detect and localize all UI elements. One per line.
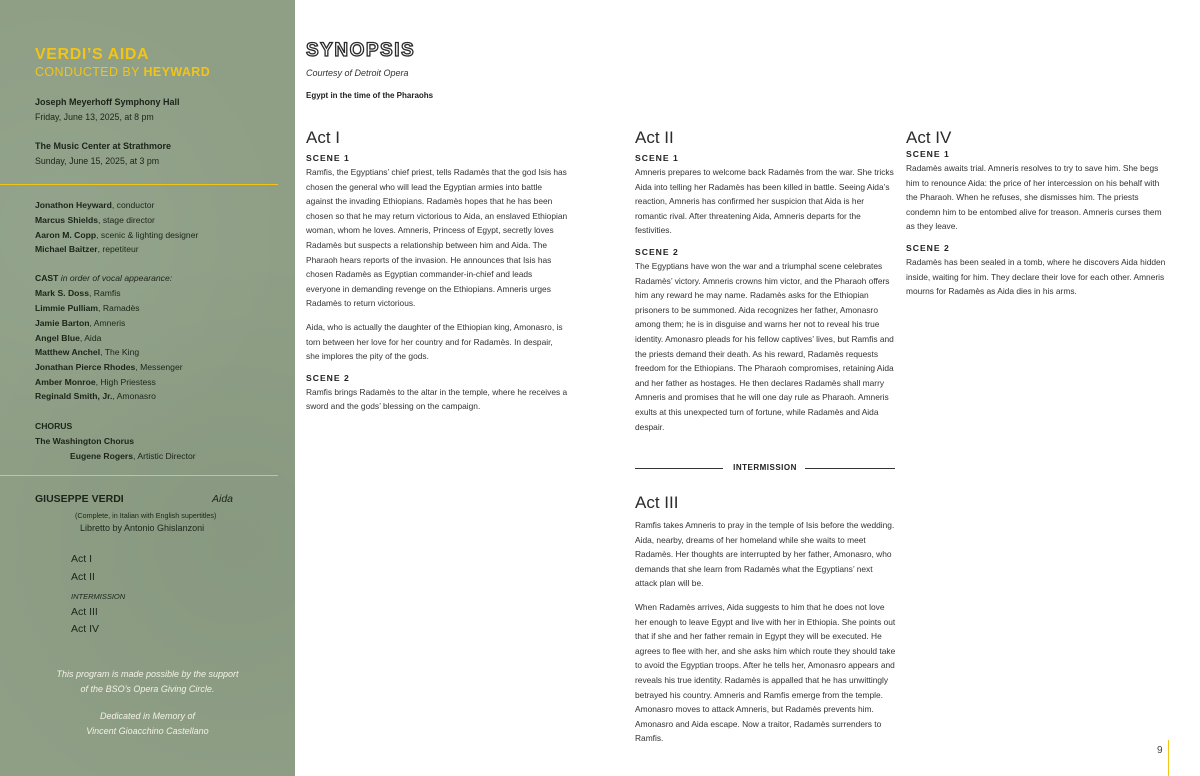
support-note (0, 667, 295, 697)
libretto-credit: Libretto by Antonio Ghislanzoni (80, 523, 205, 533)
synopsis-paragraph: Aida, who is actually the daughter of the Ethiopian king, Amonasro, is torn between her love for her country and for Radamès. In despair, she implores the pity of the gods. (306, 321, 563, 362)
production-subtitle (35, 65, 210, 79)
synopsis-paragraph: Ramfis, the Egyptians’ chief priest, tells Radamès that the god Isis has chosen the general who will lead the Egyptian armies into battle against the invading Ethiopians. Radamès hopes that he has been chosen so that he may return victorious to Aida, an enslaved Ethiopian woman, whom he loves. Amneris, Princess of Egypt, secretly loves Radamès but suspects a relationship between him and Aida. The Pharaoh hears reports of the invasion. He announces that Isis has chosen Radamès as Egyptian commander-in-chief and leads everyone in demanding revenge on the Ethiopians. Amneris urges Radamès to return victorious. (306, 167, 568, 309)
cast-row: Mark S. Doss, Ramfis (35, 288, 121, 298)
program-sidebar (0, 0, 295, 776)
credit-row: Jonathon Heyward, conductor (35, 200, 155, 210)
chorus-director-name: Eugene Rogers (70, 451, 134, 461)
scene-heading: SCENE 1 (635, 153, 679, 163)
cast-role: Ramfis (93, 288, 121, 298)
scene-heading: SCENE 2 (906, 242, 950, 253)
cast-name: Matthew Anchel (35, 347, 101, 357)
acts-list-item: Act I (71, 553, 93, 565)
synopsis-paragraph: Ramfis brings Radamès to the altar in the temple, where he receives a sword and the gods’ blessing on the campaign. (306, 386, 568, 412)
credit-name: Jonathon Heyward (35, 200, 112, 210)
credit-role: scenic & lighting designer (100, 230, 199, 240)
scene-heading: SCENE 1 (306, 153, 350, 163)
cast-role: Amneris (93, 318, 126, 328)
divider (0, 184, 278, 185)
scene-heading: SCENE 2 (635, 246, 679, 257)
cast-role: Aida (84, 333, 102, 343)
cast-role: Messenger (140, 362, 183, 372)
synopsis-paragraph: Radamès has been sealed in a tomb, where he discovers Aida hidden inside, waiting for him. They declare their love for each other. Amneris mourns for Radamès as Aida dies in his arms. (906, 256, 1166, 297)
work-title: Aida (212, 493, 234, 505)
date-1: Friday, June 13, 2025, at 8 pm (35, 112, 154, 122)
date-2: Sunday, June 15, 2025, at 3 pm (35, 156, 160, 166)
cast-role: High Priestess (100, 377, 156, 387)
cast-name: Amber Monroe (35, 377, 96, 387)
credit-role: stage director (102, 215, 155, 225)
chorus-name: The Washington Chorus (35, 436, 134, 446)
acts-list-intermission: INTERMISSION (71, 592, 126, 601)
act-heading: Act IV (906, 128, 952, 147)
synopsis-paragraph: The Egyptians have won the war and a triumphal scene celebrates Radamès’ victory. Amneris crowns him victor, and the Pharaoh offers him any reward he may name. Radamès asks for the Ethiopian prisoners to be summoned. Aida recognizes her father, Amonasro among them; he is in disguise and warns her not to reveal his true identity. Amonasro pleads for his fellow captives’ lives, but Ramfis and the priests demand their death. As his reward, Radamès requests freedom for the Ethiopians. The Pharaoh compromises, retaining Aida and her father as hostages. He then declares Radamès shall marry Amneris and promises that he will one day rule as Pharaoh. Amneris exults at this unexpected turn of fortune, while Radamès and Aida despair. (635, 260, 894, 432)
credit-name: Marcus Shields (35, 215, 99, 225)
cast-row: Limmie Pulliam, Ramadès (35, 303, 140, 313)
subtitle-prefix: CONDUCTED BY (35, 65, 140, 79)
cast-role: The King (104, 347, 140, 357)
cast-row: Angel Blue, Aida (35, 333, 102, 343)
cast-row: Amber Monroe, High Priestess (35, 377, 156, 387)
credit-role: repetiteur (102, 244, 139, 254)
intermission-divider (635, 463, 895, 475)
scene-heading: SCENE 1 (906, 149, 950, 159)
dedication (0, 709, 295, 739)
acts-list-item: Act III (71, 605, 98, 618)
cast-name: Angel Blue (35, 333, 80, 343)
chorus-director-role: Artistic Director (137, 451, 196, 461)
credit-role: conductor (116, 200, 155, 210)
act-4-column (906, 128, 1168, 308)
cast-role: Ramadès (102, 303, 140, 313)
synopsis-paragraph: When Radamès arrives, Aida suggests to him that he does not love her enough to leave Egypt and live with her in Ethiopia. She points out that if she and her father remain in Egypt they will be executed. He agrees to flee with her, and she asks him which route they should take to avoid the Egyptian troops. After he tells her, Amonasro appears and reveals his true identity. Radamès is appalled that he has unwittingly betrayed his country. Amneris and Ramfis emerge from the temple. Amonasro moves to attack Amneris, but Radamès prevents him. Amonasro and Aida escape. Now a traitor, Radamès surrenders to Ramfis. (635, 601, 896, 744)
support-line: of the BSO’s Opera Giving Circle. (80, 684, 215, 694)
act-2-column (635, 128, 897, 443)
page-edge-mark (1168, 740, 1169, 776)
synopsis-title: SYNOPSIS (306, 40, 416, 61)
cast-row: Matthew Anchel, The King (35, 347, 140, 357)
dedication-line: Vincent Gioacchino Castellano (86, 726, 209, 736)
venue-1: Joseph Meyerhoff Symphony Hall (35, 97, 180, 107)
chorus-heading (35, 421, 72, 431)
cast-name: Jonathan Pierce Rhodes (35, 362, 136, 372)
courtesy-line: Courtesy of Detroit Opera (306, 68, 409, 78)
acts-list (71, 553, 125, 641)
cast-name: Mark S. Doss (35, 288, 89, 298)
chorus-director-row: Eugene Rogers, Artistic Director (70, 451, 196, 461)
cast-name: Jamie Barton (35, 318, 90, 328)
act-heading: Act I (306, 128, 341, 147)
intermission-label: INTERMISSION (733, 463, 797, 472)
work-note: (Complete, in Italian with English supertitles) (75, 511, 217, 520)
cast-name: Limmie Pulliam (35, 303, 99, 313)
credit-row: Aaron M. Copp, scenic & lighting designer (35, 230, 199, 240)
chorus-label: CHORUS (35, 421, 73, 431)
synopsis-paragraph: Ramfis takes Amneris to pray in the temple of Isis before the wedding. Aida, nearby, dreams of her homeland while she waits to meet Radamès. Her thoughts are interrupted by her father, Amonasro, who demands that she learn from Radamès what the Egyptians’ next attack plan will be. (635, 520, 895, 589)
chorus-name-row (35, 436, 134, 446)
composer: GIUSEPPE VERDI (35, 493, 124, 505)
credit-row: Marcus Shields, stage director (35, 215, 155, 225)
acts-list-item: Act IV (71, 623, 100, 635)
act-heading: Act II (635, 128, 674, 147)
credit-name: Aaron M. Copp (35, 230, 97, 240)
venue-2: The Music Center at Strathmore (35, 141, 172, 151)
production-title: VERDI’S AIDA (35, 46, 150, 63)
cast-row: Jonathan Pierce Rhodes, Messenger (35, 362, 183, 372)
synopsis-paragraph: Radamès awaits trial. Amneris resolves to try to save him. She begs him to renounce Aida: the price of her intercession on his behalf with the Pharaoh. When he refuses, she dismisses him. The priests condemn him to be entombed alive for treason. Amneris curses them as they leave. (906, 163, 1162, 232)
divider-line (805, 468, 895, 469)
support-line: This program is made possible by the support (56, 669, 239, 679)
credit-name: Michael Baitzer (35, 244, 98, 254)
act-1-column (306, 128, 568, 423)
subtitle-conductor: HEYWARD (143, 65, 211, 79)
cast-role: Amonasro (116, 391, 156, 401)
credit-row: Michael Baitzer, repetiteur (35, 244, 139, 254)
cast-heading (35, 273, 172, 283)
scene-heading: SCENE 2 (306, 372, 350, 383)
cast-row: Reginald Smith, Jr., Amonasro (35, 391, 156, 401)
cast-note: in order of vocal appearance: (60, 273, 173, 283)
act-heading: Act III (635, 493, 679, 512)
cast-label: CAST (35, 273, 59, 283)
page-number: 9 (1157, 745, 1163, 756)
act-3-column (635, 493, 897, 755)
divider (0, 475, 278, 476)
setting-line: Egypt in the time of the Pharaohs (306, 91, 434, 100)
cast-name: Reginald Smith, Jr. (35, 391, 113, 401)
dedication-line: Dedicated in Memory of (99, 711, 196, 721)
acts-list-item: Act II (71, 570, 95, 583)
cast-row: Jamie Barton, Amneris (35, 318, 126, 328)
synopsis-paragraph: Amneris prepares to welcome back Radamès from the war. She tricks Aida into telling her Radamès has been killed in battle. Seeing Aida’s reaction, Amneris has confirmed her suspicion that Aida is her romantic rival. After threatening Aida, Amneris departs for the festivities. (635, 167, 894, 236)
